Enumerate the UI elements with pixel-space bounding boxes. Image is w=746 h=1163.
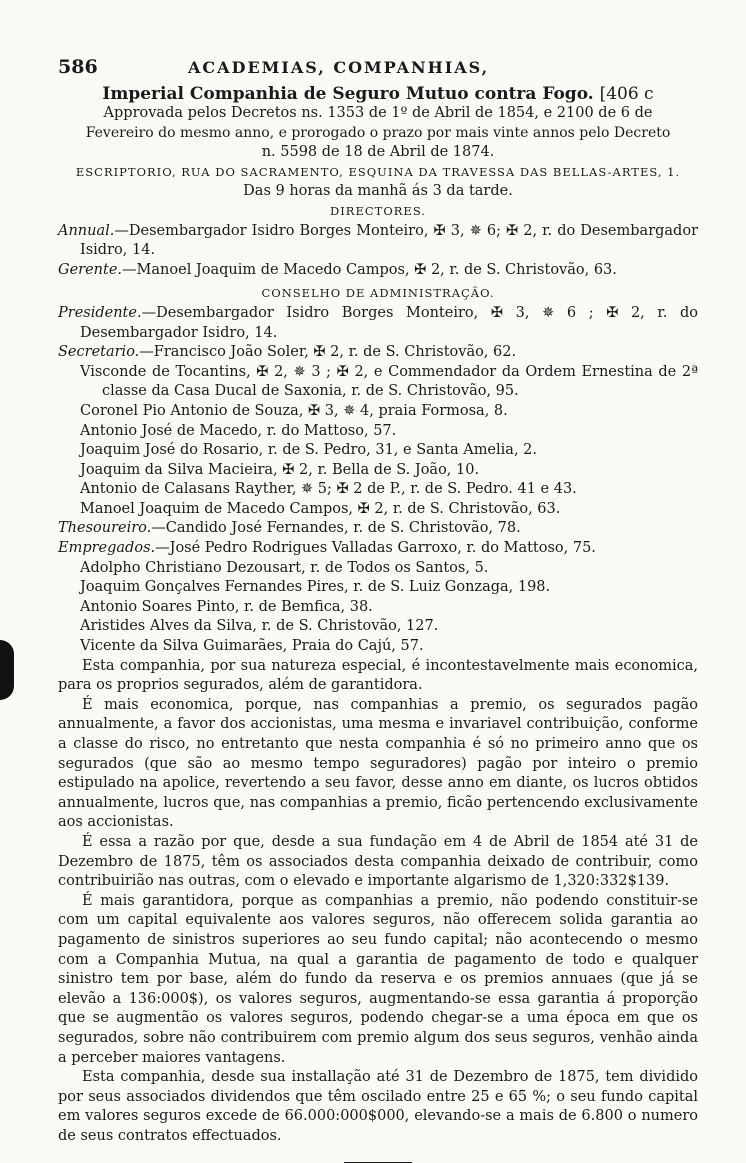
- body-paragraph: É mais garantidora, porque as companhias a premio, não podendo constituir-se com um capital equivalente aos valores seguros, não offerecem solida garantia ao pagamento de sinistros superiores ao seu fundo capital; não acontecendo o mesmo com a Companhia Mutua, na qual a garantia de pagamento de todo e qualquer sinistro tem por base, além do fundo da reserva e os premios annuaes (que já se elevão a 136:000$), os valores seguros, augmentando-se essa garantia á proporção que se augmentão os valores seguros, podendo chegar-se a uma época em que os segurados, sobre não contribuirem com premio algum dos seus seguros, venhão ainda a perceber maiores vantagens.: [58, 892, 698, 1066]
- director-text: —Manoel Joaquim de Macedo Campos, ✠ 2, r. de S. Christovão, 63.: [122, 261, 617, 278]
- page-number: 586: [58, 56, 98, 78]
- employee-item: Aristides Alves da Silva, r. de S. Christovão, 127.: [80, 618, 439, 635]
- page-header: [58, 56, 698, 78]
- council-member: Coronel Pio Antonio de Souza, ✠ 3, ✵ 4, praia Formosa, 8.: [80, 402, 508, 419]
- council-text: —Desembargador Isidro Borges Monteiro, ✠ 3, ✵ 6 ; ✠ 2, r. do Desembargador Isidro, 14.: [80, 304, 698, 341]
- running-head: ACADEMIAS, COMPANHIAS,: [188, 58, 490, 77]
- employees-entry: [58, 539, 698, 559]
- body-paragraph: É essa a razão por que, desde a sua fundação em 4 de Abril de 1854 até 31 de Dezembro de 1875, têm os associados desta companhia deixado de contribuir, como contribuirião nas outras, com o elevado e importante algarismo de 1,320:332$139.: [58, 833, 698, 890]
- company-name: Imperial Companhia de Seguro Mutuo contra Fogo.: [102, 84, 594, 104]
- council-heading: CONSELHO DE ADMINISTRAÇÃO.: [261, 286, 495, 301]
- approval-line-2: Fevereiro do mesmo anno, e prorogado o prazo por mais vinte annos pelo Decreto: [85, 124, 671, 141]
- council-entry: [58, 304, 698, 343]
- page-content: [58, 56, 698, 1163]
- approval-line-3: n. 5598 de 18 de Abril de 1874.: [261, 144, 495, 161]
- council-member: Joaquim da Silva Macieira, ✠ 2, r. Bella de S. João, 10.: [80, 461, 480, 478]
- employee-item: Vicente da Silva Guimarães, Praia do Cajú, 57.: [80, 638, 424, 655]
- binding-blot: [0, 640, 14, 700]
- director-entry: [58, 261, 698, 281]
- council-role: Secretario.: [58, 344, 140, 361]
- council-text: —Francisco João Soler, ✠ 2, r. de S. Christovão, 62.: [139, 344, 517, 361]
- title-reference: [406 c: [599, 84, 654, 104]
- council-entry: [58, 343, 698, 363]
- council-member: Antonio José de Macedo, r. do Mattoso, 57.: [80, 422, 397, 439]
- treasurer-role: Thesoureiro.: [58, 520, 152, 537]
- treasurer-entry: [58, 519, 698, 539]
- employee-item: Adolpho Christiano Dezousart, r. de Todos os Santos, 5.: [80, 559, 489, 576]
- council-member: Manoel Joaquim de Macedo Campos, ✠ 2, r. de S. Christovão, 63.: [80, 500, 561, 517]
- body-paragraph: É mais economica, porque, nas companhias a premio, os segurados pagão annualmente, a favor dos accionistas, uma mesma e invariavel contribuição, conforme a classe do risco, no entretanto que nesta companhia é só no primeiro anno que os segurados (que são ao mesmo tempo seguradores) pagão por inteiro o premio estipulado na apolice, revertendo a seu favor, desse anno em diante, os lucros obtidos annualmente, lucros que, nas companhias a premio, ficão pertencendo exclusivamente aos accionistas.: [58, 696, 698, 831]
- approval-line-1: Approvada pelos Decretos ns. 1353 de 1º de Abril de 1854, e 2100 de 6 de: [103, 105, 653, 121]
- employee-item: Joaquim Gonçalves Fernandes Pires, r. de S. Luiz Gonzaga, 198.: [80, 579, 551, 596]
- employees-role: Empregados.: [58, 540, 156, 557]
- office-address: ESCRIPTORIO, RUA DO SACRAMENTO, ESQUINA DA TRAVESSA DAS BELLAS-ARTES, 1.: [75, 164, 681, 179]
- employees-text: —José Pedro Rodrigues Valladas Garroxo, r. do Mattoso, 75.: [155, 540, 596, 557]
- body-paragraph: Esta companhia, por sua natureza especial, é incontestavelmente mais economica, para os proprios segurados, além de garantidora.: [58, 657, 698, 694]
- council-member: Antonio de Calasans Rayther, ✵ 5; ✠ 2 de P., r. de S. Pedro. 41 e 43.: [80, 481, 577, 498]
- directors-heading: DIRECTORES.: [330, 203, 426, 218]
- treasurer-text: —Candido José Fernandes, r. de S. Christovão, 78.: [151, 520, 521, 537]
- director-role: Gerente.: [58, 261, 123, 278]
- director-entry: [58, 222, 698, 261]
- office-hours: Das 9 horas da manhã ás 3 da tarde.: [243, 183, 513, 200]
- director-text: —Desembargador Isidro Borges Monteiro, ✠ 3, ✵ 6; ✠ 2, r. do Desembargador Isidro, 14.: [80, 222, 698, 259]
- director-role: Annual.: [58, 222, 115, 239]
- council-member: Visconde de Tocantins, ✠ 2, ✵ 3 ; ✠ 2, e Commendador da Ordem Ernestina de 2ª classe da Casa Ducal de Saxonia, r. de S. Christovão, 95.: [80, 363, 698, 400]
- employee-item: Antonio Soares Pinto, r. de Bemfica, 38.: [80, 598, 373, 615]
- company-title: [58, 84, 698, 104]
- body-paragraph: Esta companhia, desde sua installação até 31 de Dezembro de 1875, tem dividido por seus associados dividendos que têm oscilado entre 25 e 65 %; o seu fundo capital em valores seguros excede de 66.000:000$000, elevando-se a mais de 6.800 o numero de seus contratos effectuados.: [58, 1069, 698, 1144]
- council-member: Joaquim José do Rosario, r. de S. Pedro, 31, e Santa Amelia, 2.: [80, 442, 537, 459]
- council-role: Presidente.: [58, 304, 142, 321]
